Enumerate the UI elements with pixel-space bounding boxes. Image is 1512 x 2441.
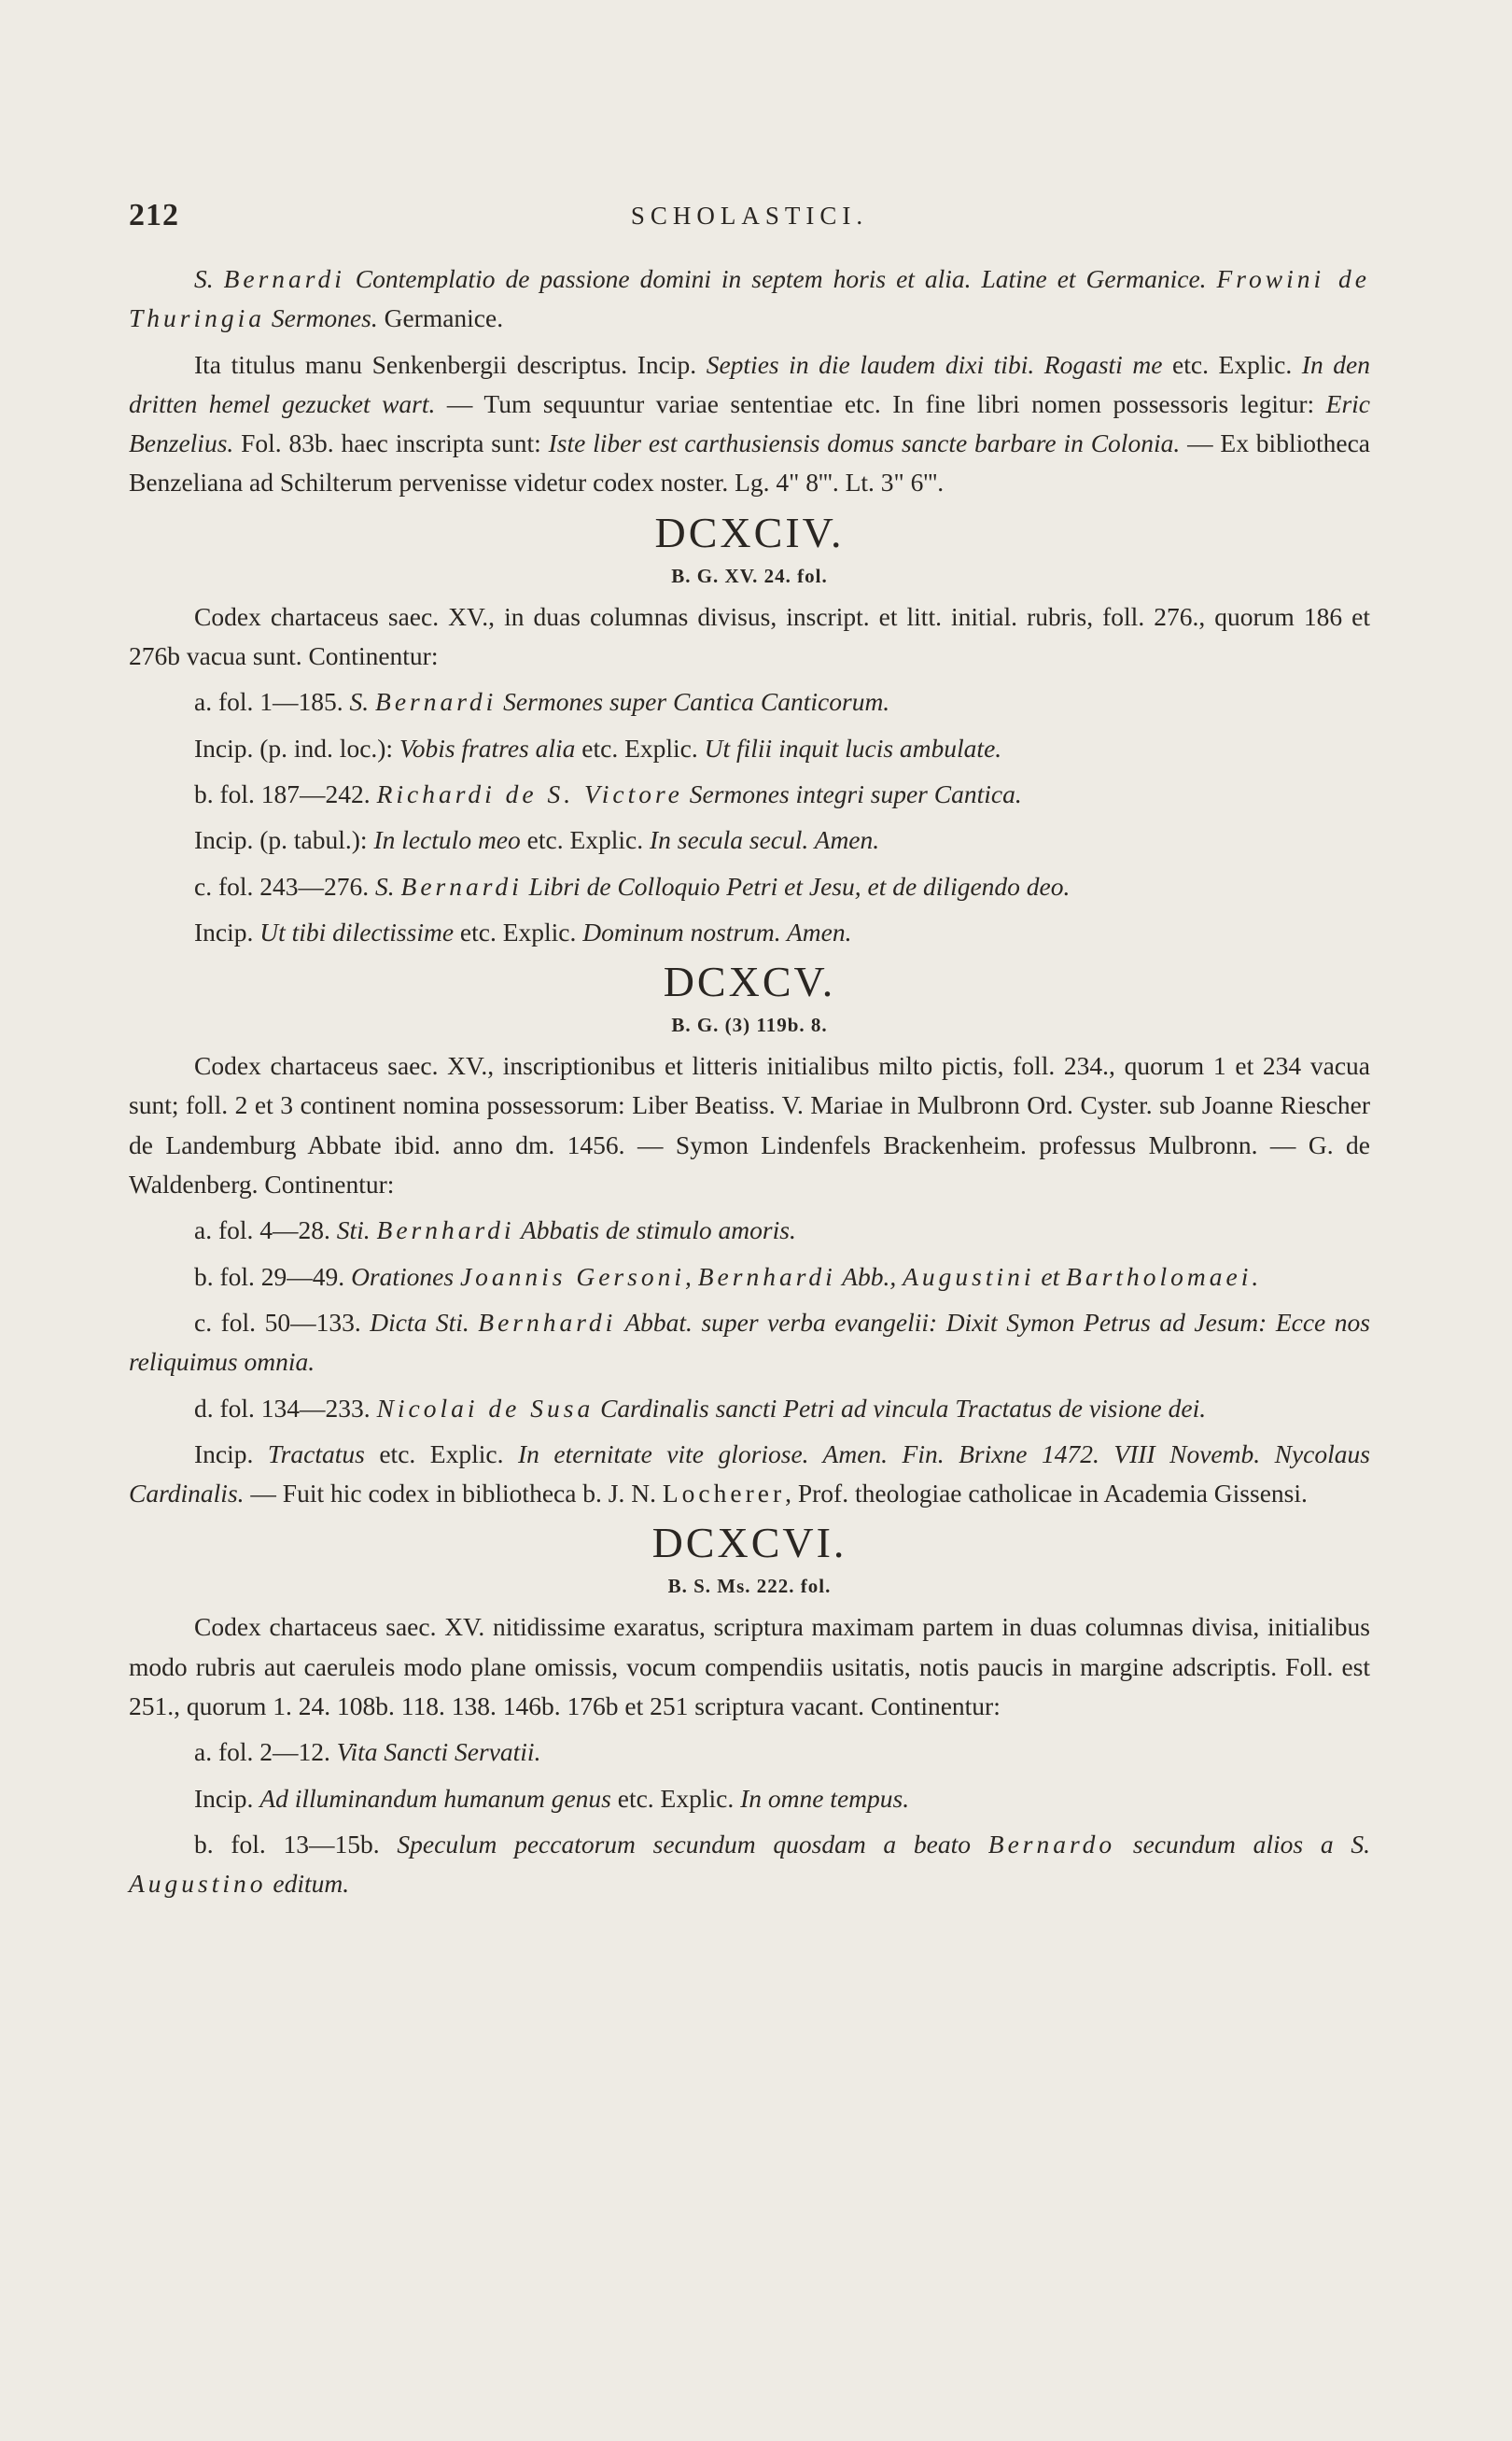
incipit-line: Incip. Ad illuminandum humanum genus etc. Explic. In omne tempus.: [194, 1783, 910, 1813]
paragraph-codex-dcxcv: Codex chartaceus saec. XV., inscriptionibus et litteris initialibus milto pictis, foll. 234., quorum 1 et 234 vacua sunt; foll. 2 et 3 continent nomina possessorum: Liber Beatiss. V. Mariae in Mulbronn Ord. Cyster. sub Joanne Riescher de Landemburg Abbate ibid. anno dm. 1456. — Symon Lindenfels Brackenheim. professus Mulbronn. — G. de Waldenberg. Continentur:: [129, 1051, 1370, 1199]
list-item: c. fol. 50—133. Dicta Sti. Bernhardi Abbat. super verba evangelii: Dixit Symon Petrus ad Jesum: Ecce nos reliquimus omnia.: [129, 1307, 1370, 1377]
paragraph-codex-dcxciv: Codex chartaceus saec. XV., in duas columnas divisus, inscript. et litt. initial. rubris, foll. 276., quorum 186 et 276b vacua sunt. Continentur:: [129, 601, 1370, 671]
shelfmark-dcxcvi: B. S. Ms. 222. fol.: [667, 1575, 832, 1598]
page-body: [129, 260, 1370, 1911]
section-heading-dcxciv: DCXCIV.: [654, 508, 845, 556]
page-number: 212: [129, 198, 179, 232]
list-item: b. fol. 187—242. Richardi de S. Victore Sermones integri super Cantica.: [194, 779, 1022, 808]
paragraph-intro: S. Bernardi Contemplatio de passione domini in septem horis et alia. Latine et Germanice. Frowini de Thuringia Sermones. Germanice.: [129, 264, 1371, 333]
list-item: c. fol. 243—276. S. Bernardi Libri de Colloquio Petri et Jesu, et de diligendo deo.: [194, 871, 1071, 901]
page-header: [129, 198, 1370, 243]
list-item: a. fol. 4—28. Sti. Bernhardi Abbatis de stimulo amoris.: [194, 1215, 796, 1245]
shelfmark-dcxcv: B. G. (3) 119b. 8.: [671, 1014, 828, 1037]
paragraph-codex-dcxcvi: Codex chartaceus saec. XV. nitidissime exaratus, scriptura maximam partem in duas columnas divisa, initialibus modo rubris aut caeruleis modo plane omissis, vocum compendiis usitatis, notis paucis in margine adscriptis. Foll. est 251., quorum 1. 24. 108b. 118. 138. 146b. 176b et 251 scriptura vacant. Continentur:: [129, 1612, 1370, 1721]
shelfmark-dcxciv: B. G. XV. 24. fol.: [671, 564, 828, 587]
list-item: a. fol. 2—12. Vita Sancti Servatii.: [194, 1737, 541, 1767]
section-heading-dcxcvi: DCXCVI.: [651, 1519, 847, 1567]
section-heading-dcxcv: DCXCV.: [663, 958, 836, 1006]
list-item: b. fol. 13—15b. Speculum peccatorum secundum quosdam a beato Bernardo secundum alios a S. Augustino editum.: [129, 1829, 1370, 1899]
running-title: SCHOLASTICI.: [630, 202, 869, 230]
incipit-line: Incip. (p. ind. loc.): Vobis fratres alia etc. Explic. Ut filii inquit lucis ambulate.: [194, 733, 1002, 763]
incipit-line: Incip. Ut tibi dilectissime etc. Explic. Dominum nostrum. Amen.: [194, 917, 852, 947]
incipit-line: Incip. Tractatus etc. Explic. In eternitate vite gloriose. Amen. Fin. Brixne 1472. VIII Novemb. Nycolaus Cardinalis. — Fuit hic codex in bibliotheca b. J. N. Locherer, Prof. theologiae catholicae in Academia Gissensi.: [129, 1438, 1370, 1508]
list-item: a. fol. 1—185. S. Bernardi Sermones super Cantica Canticorum.: [194, 687, 890, 717]
list-item: b. fol. 29—49. Orationes Joannis Gersoni, Bernhardi Abb., Augustini et Bartholomaei.: [194, 1261, 1263, 1291]
list-item: d. fol. 134—233. Nicolai de Susa Cardinalis sancti Petri ad vincula Tractatus de visione dei.: [194, 1393, 1207, 1423]
paragraph-description: Ita titulus manu Senkenbergii descriptus. Incip. Septies in die laudem dixi tibi. Rogasti me etc. Explic. In den dritten hemel gezucket wart. — Tum sequuntur variae sententiae etc. In fine libri nomen possessoris legitur: Eric Benzelius. Fol. 83b. haec inscripta sunt: Iste liber est carthusiensis domus sancte barbare in Colonia. — Ex bibliotheca Benzeliana ad Schilterum pervenisse videtur codex noster. Lg. 4" 8'''. Lt. 3" 6'''.: [129, 349, 1370, 498]
incipit-line: Incip. (p. tabul.): In lectulo meo etc. Explic. In secula secul. Amen.: [194, 825, 880, 855]
